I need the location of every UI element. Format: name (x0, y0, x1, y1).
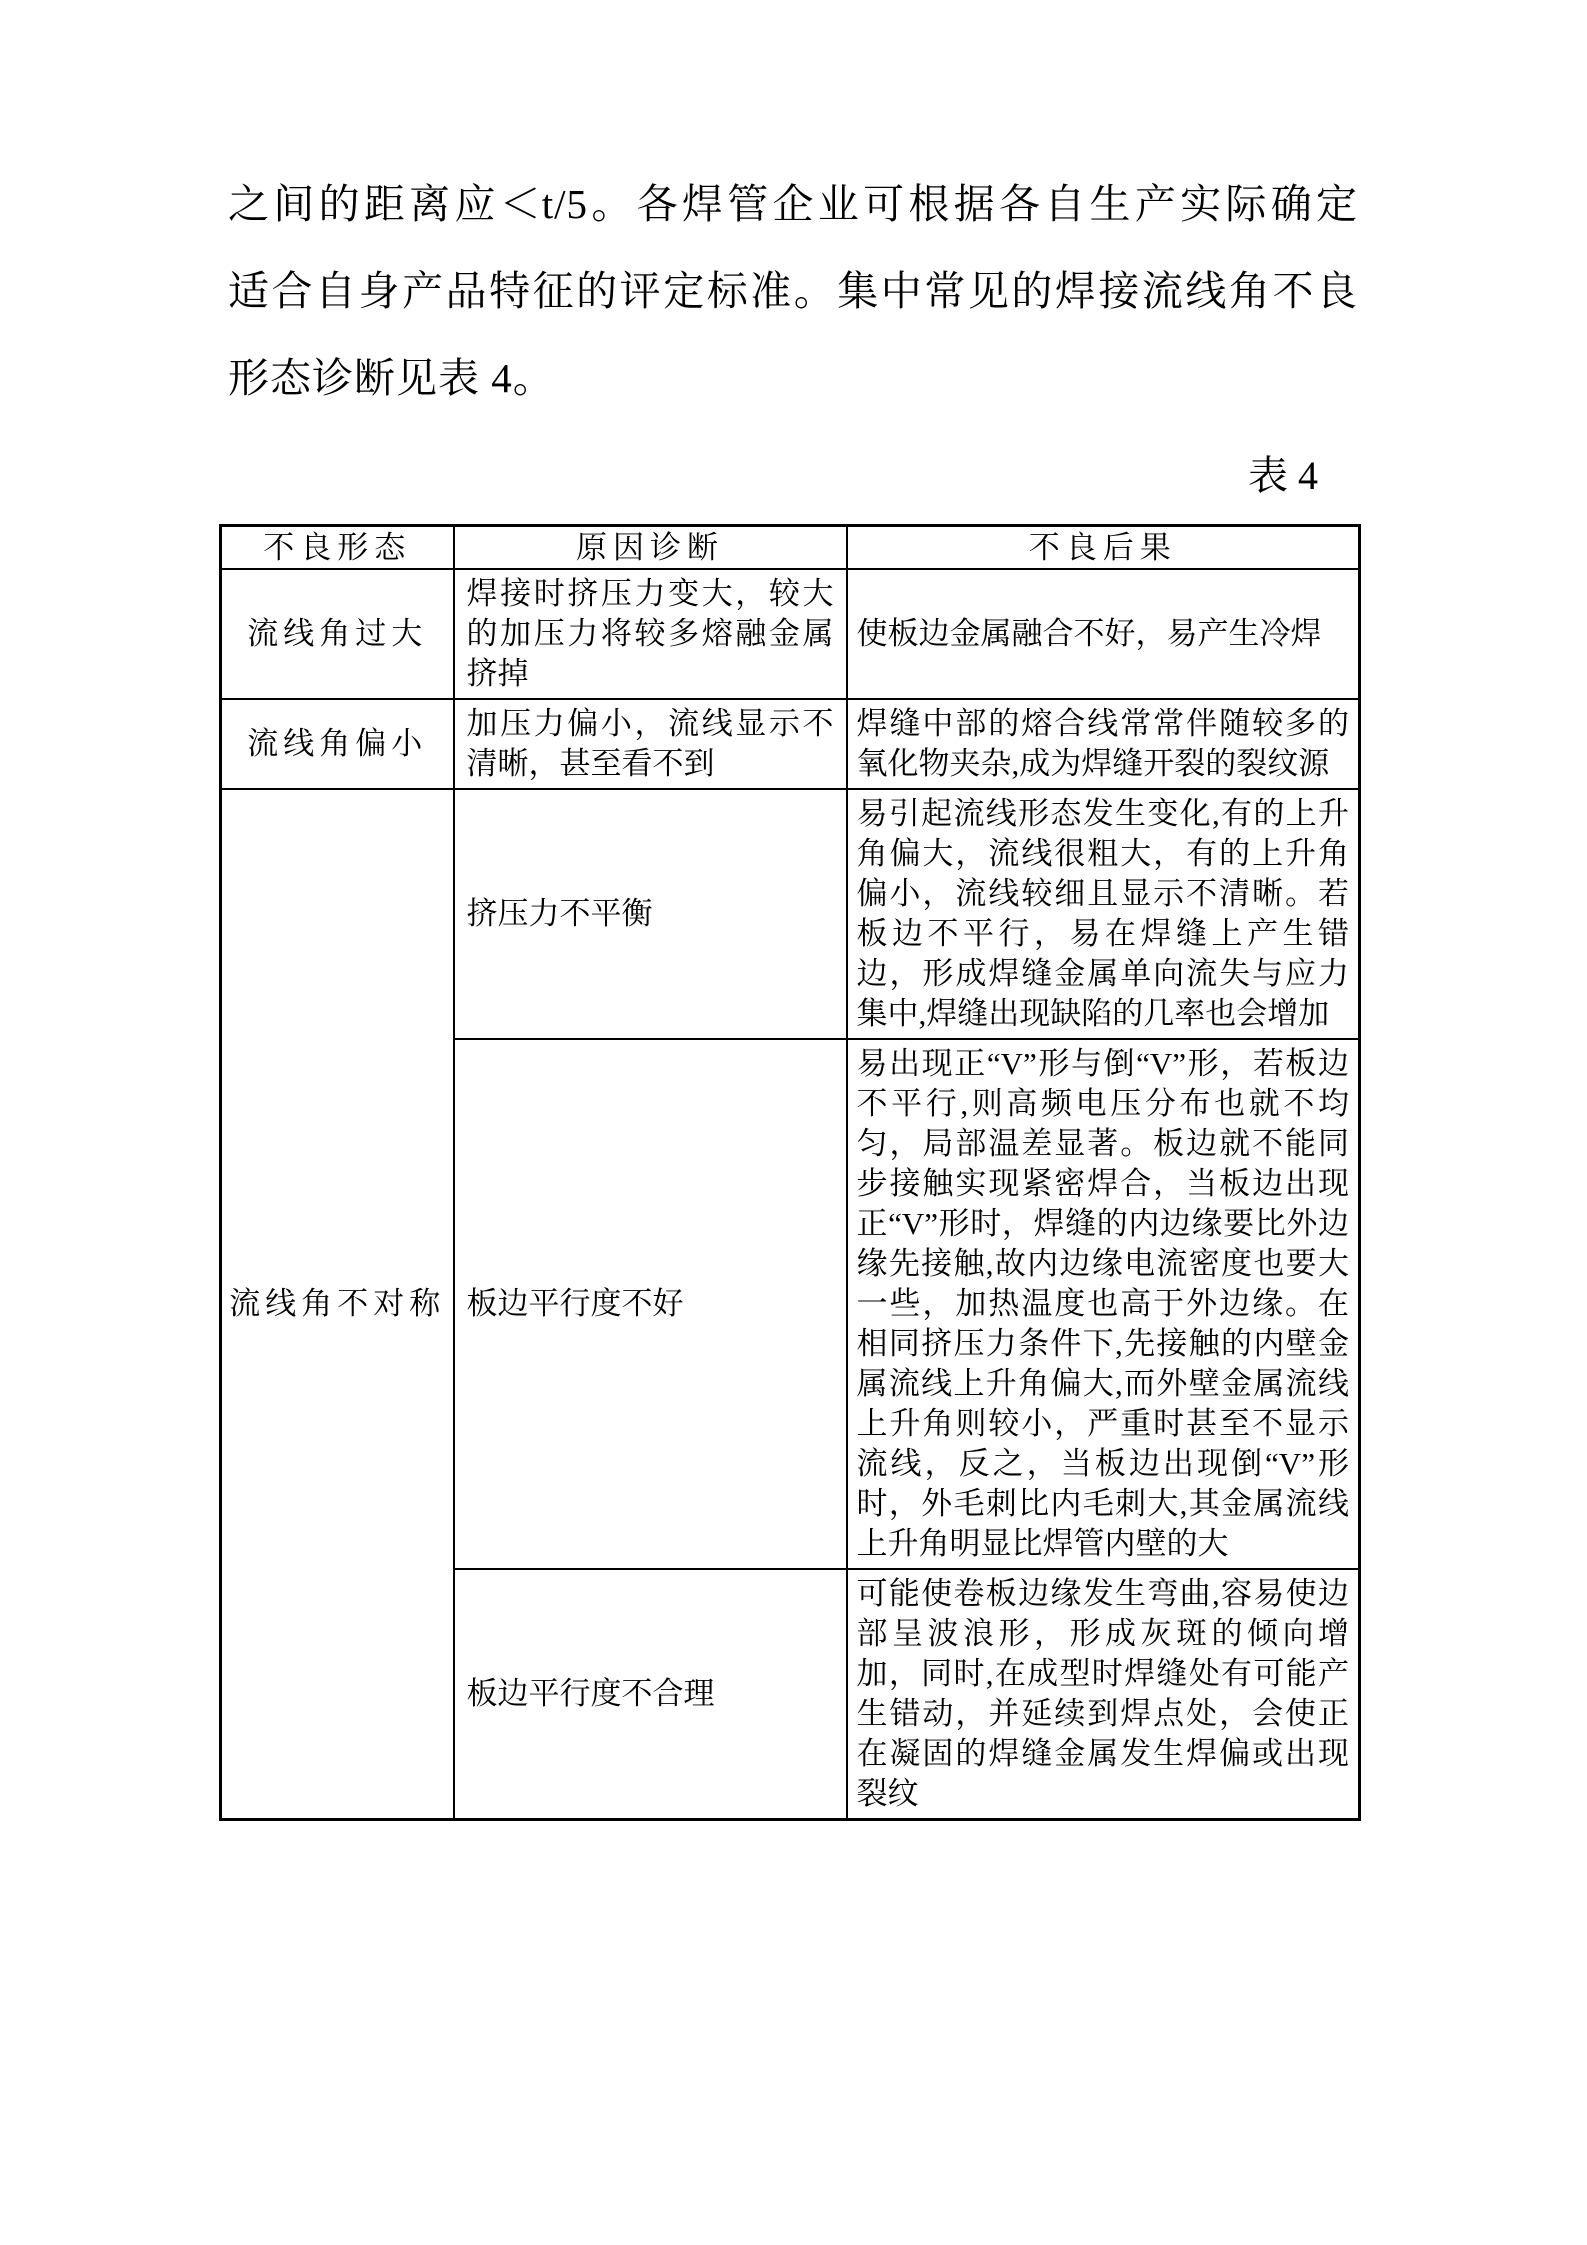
table-cell-effect: 焊缝中部的熔合线常常伴随较多的氧化物夹杂,成为焊缝开裂的裂纹源 (847, 699, 1360, 789)
header-cell-effect: 不良后果 (847, 526, 1360, 570)
table-cell-cause: 板边平行度不好 (454, 1039, 847, 1569)
table-cell-effect: 易引起流线形态发生变化,有的上升角偏大，流线很粗大，有的上升角偏小，流线较细且显示不清晰。若板边不平行，易在焊缝上产生错边，形成焊缝金属单向流失与应力集中,焊缝出现缺陷的几率也会增加 (847, 789, 1360, 1039)
table-cell-effect: 易出现正“V”形与倒“V”形，若板边不平行,则高频电压分布也就不均匀，局部温差显著。板边就不能同步接触实现紧密焊合，当板边出现正“V”形时，焊缝的内边缘要比外边缘先接触,故内边缘电流密度也要大一些，加热温度也高于外边缘。在相同挤压力条件下,先接触的内壁金属流线上升角偏大,而外壁金属流线上升角则较小，严重时甚至不显示流线，反之，当板边出现倒“V”形时，外毛刺比内毛刺大,其金属流线上升角明显比焊管内壁的大 (847, 1039, 1360, 1569)
table-cell-form: 流线角偏小 (221, 699, 454, 789)
table-cell-cause: 板边平行度不合理 (454, 1569, 847, 1820)
table-cell-cause: 焊接时挤压力变大，较大的加压力将较多熔融金属挤掉 (454, 569, 847, 699)
table-row (221, 789, 1360, 1039)
table-cell-cause: 加压力偏小，流线显示不清晰，甚至看不到 (454, 699, 847, 789)
table-header-row (221, 526, 1360, 570)
defect-table (219, 524, 1361, 1821)
table-row (221, 569, 1360, 699)
table-cell-form: 流线角过大 (221, 569, 454, 699)
table-caption: 表 4 (1248, 453, 1318, 498)
table-cell-effect: 使板边金属融合不好，易产生冷焊 (847, 569, 1360, 699)
table-cell-effect: 可能使卷板边缘发生弯曲,容易使边部呈波浪形，形成灰斑的倾向增加，同时,在成型时焊缝处有可能产生错动，并延续到焊点处，会使正在凝固的焊缝金属发生焊偏或出现裂纹 (847, 1569, 1360, 1820)
table-cell-form: 流线角不对称 (221, 789, 454, 1820)
paragraph-line: 适合自身产品特征的评定标准。集中常见的焊接流线角不良 (228, 268, 1358, 314)
table-row (221, 699, 1360, 789)
body-paragraph (228, 161, 1358, 422)
paragraph-line: 之间的距离应＜t/5。各焊管企业可根据各自生产实际确定 (228, 181, 1358, 227)
paragraph-line: 形态诊断见表 4。 (228, 355, 555, 401)
header-cell-form: 不良形态 (221, 526, 454, 570)
header-cell-cause: 原因诊断 (454, 526, 847, 570)
table-cell-cause: 挤压力不平衡 (454, 789, 847, 1039)
